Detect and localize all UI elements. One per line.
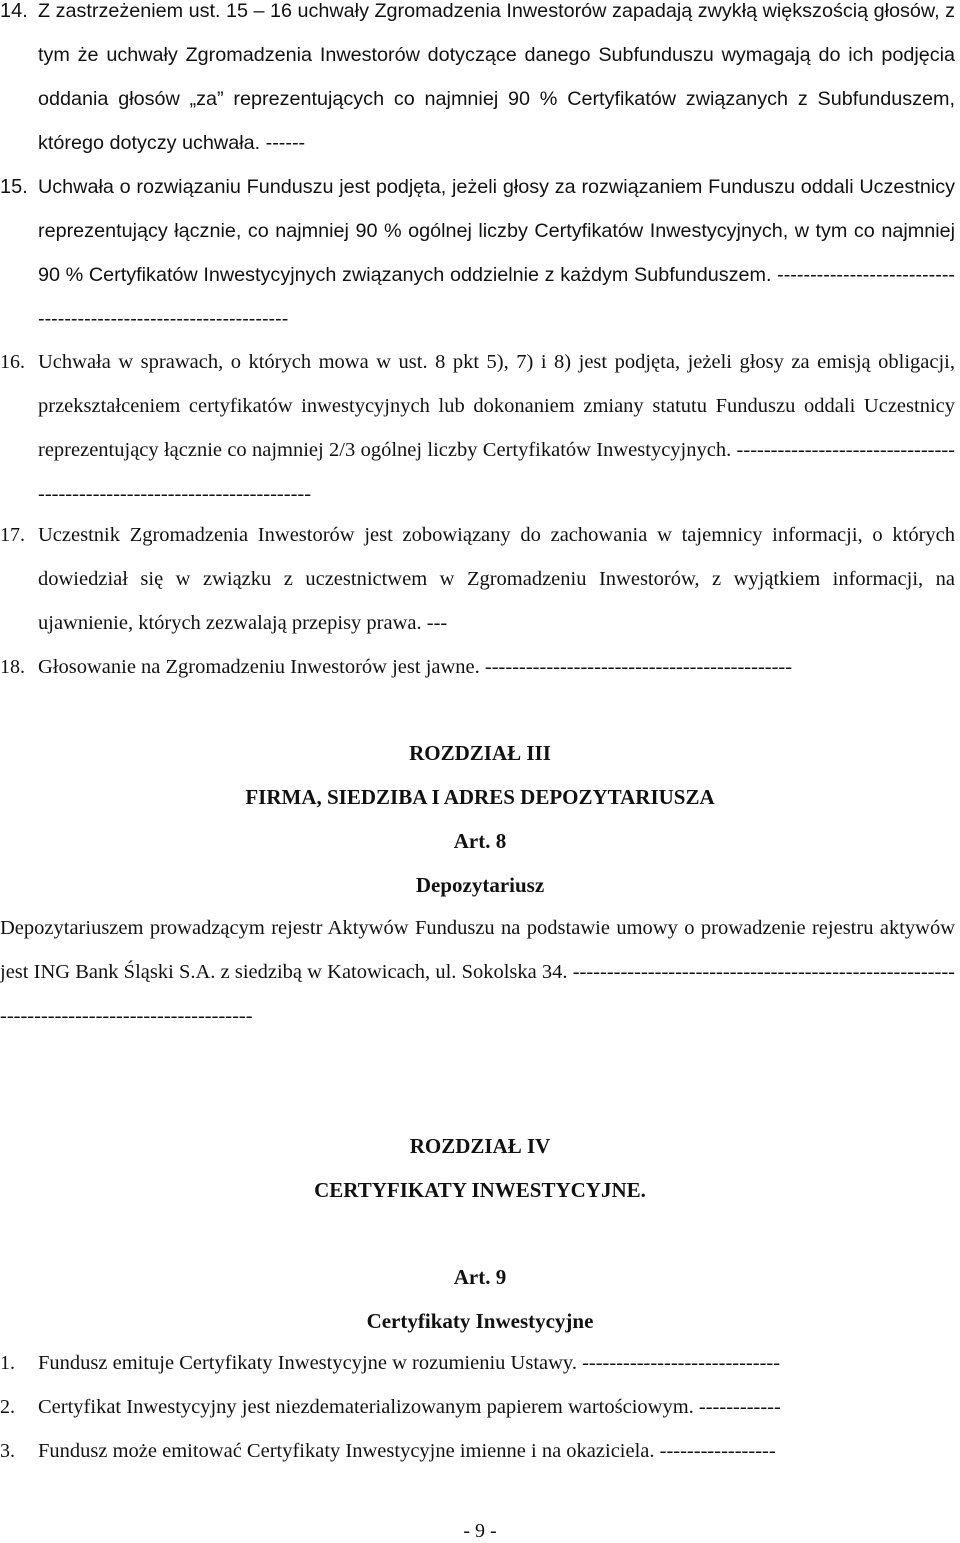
chapter-heading: ROZDZIAŁ III xyxy=(409,741,551,765)
list-item xyxy=(0,1385,960,1429)
item-text: Z zastrzeżeniem ust. 15 – 16 uchwały Zgromadzenia Inwestorów zapadają zwykłą większością głosów, z tym że uchwały Zgromadzenia Inwestorów dotyczące danego Subfunduszu wymagają do ich podjęcia oddania głosów „za” reprezentujących co najmniej 90 % Certyfikatów związanych z Subfunduszem, którego dotyczy uchwała. ------ xyxy=(38,0,955,154)
item-text: Głosowanie na Zgromadzeniu Inwestorów jest jawne. --------------------------------------------- xyxy=(38,656,793,678)
item-number: 3. xyxy=(0,1440,15,1462)
list-item xyxy=(0,513,960,645)
article-title: Depozytariusz xyxy=(415,873,545,897)
item-number: 14. xyxy=(0,0,28,22)
list-item xyxy=(0,0,960,165)
item-text: Fundusz emituje Certyfikaty Inwestycyjne w rozumieniu Ustawy. ----------------------------- xyxy=(38,1352,781,1374)
chapter-heading: ROZDZIAŁ IV xyxy=(409,1134,551,1158)
item-number: 16. xyxy=(0,351,25,373)
item-text: Fundusz może emitować Certyfikaty Inwestycyjne imienne i na okaziciela. ----------------- xyxy=(38,1440,776,1462)
list-item xyxy=(0,1341,960,1385)
list-item xyxy=(0,165,960,341)
item-number: 1. xyxy=(0,1352,15,1374)
article-number: Art. 9 xyxy=(453,1265,507,1289)
item-text: Certyfikat Inwestycyjny jest niezdematerializowanym papierem wartościowym. ------------ xyxy=(38,1396,781,1418)
article-number: Art. 8 xyxy=(453,829,507,853)
item-text: Uczestnik Zgromadzenia Inwestorów jest zobowiązany do zachowania w tajemnicy informacji, o których dowiedział się w związku z uczestnictwem w Zgromadzeniu Inwestorów, z wyjątkiem informacji, na ujawnienie, których zezwalają przepisy prawa. --- xyxy=(38,524,955,634)
chapter-title: FIRMA, SIEDZIBA I ADRES DEPOZYTARIUSZA xyxy=(245,785,715,809)
chapter-title: CERTYFIKATY INWESTYCYJNE. xyxy=(314,1178,646,1202)
list-item xyxy=(0,645,960,689)
item-number: 15. xyxy=(0,176,28,198)
article-paragraph: Depozytariuszem prowadzącym rejestr Aktywów Funduszu na podstawie umowy o prowadzenie rejestru aktywów jest ING Bank Śląski S.A. z siedzibą w Katowicach, ul. Sokolska 34. --------------------------------------------------------------------------------------------- xyxy=(0,917,955,1027)
list-item xyxy=(0,1429,960,1473)
item-text: Uchwała o rozwiązaniu Funduszu jest podjęta, jeżeli głosy za rozwiązaniem Funduszu oddali Uczestnicy reprezentujący łącznie, co najmniej 90 % ogólnej liczby Certyfikatów Inwestycyjnych, w tym co najmniej 90 % Certyfikatów Inwestycyjnych związanych oddzielnie z każdym Subfunduszem. ----------------------------------------------------------------- xyxy=(38,176,955,330)
item-number: 18. xyxy=(0,656,25,678)
page-number: - 9 - xyxy=(463,1520,497,1542)
list-item xyxy=(0,340,960,516)
item-text: Uchwała w sprawach, o których mowa w ust. 8 pkt 5), 7) i 8) jest podjęta, jeżeli głosy za emisją obligacji, przekształceniem certyfikatów inwestycyjnych lub dokonaniem zmiany statutu Funduszu oddali Uczestnicy reprezentujący łącznie co najmniej 2/3 ogólnej liczby Certyfikatów Inwestycyjnych. ------------------------------------------------------------------------ xyxy=(38,351,955,505)
article-title: Certyfikaty Inwestycyjne xyxy=(366,1309,594,1333)
item-number: 17. xyxy=(0,524,25,546)
item-number: 2. xyxy=(0,1396,15,1418)
